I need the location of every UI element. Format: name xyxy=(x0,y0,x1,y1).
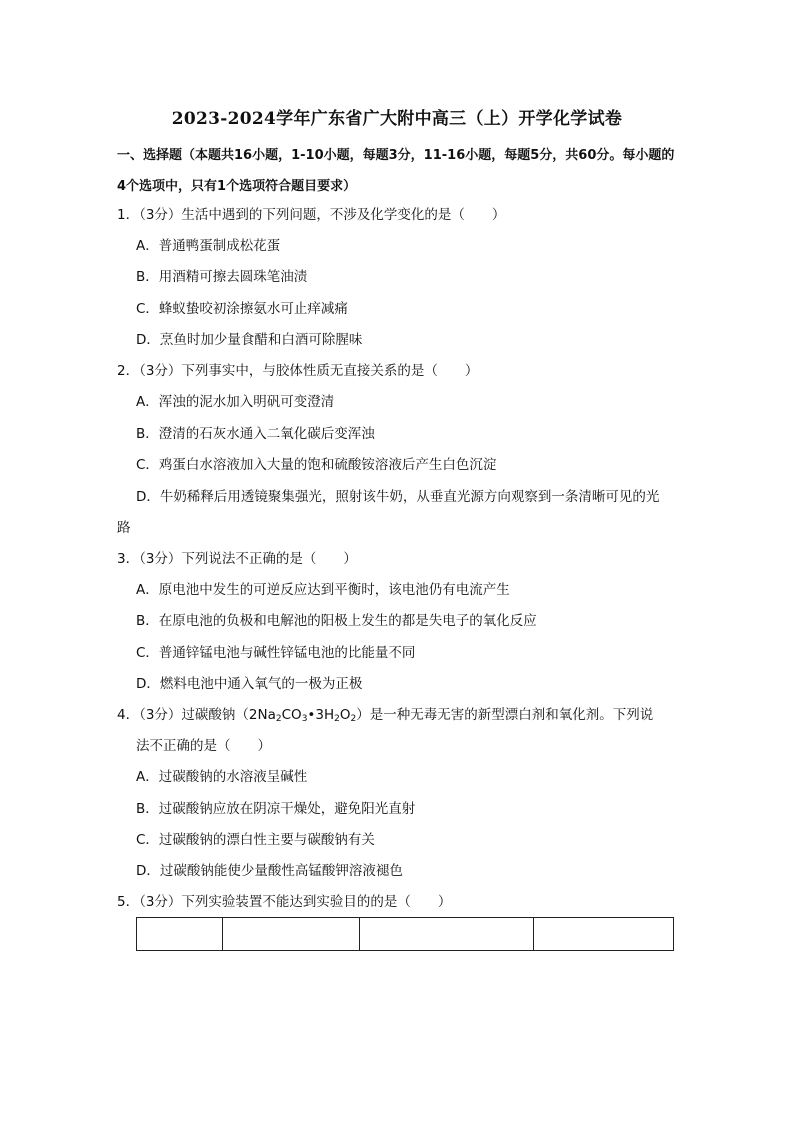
question-4-option-b: B．过碳酸钠应放在阴凉干燥处，避免阳光直射 xyxy=(136,801,416,817)
formula-subscript: 2 xyxy=(350,714,357,724)
question-4-option-c: C．过碳酸钠的漂白性主要与碳酸钠有关 xyxy=(136,832,375,848)
question-4-stem-suffix: ）是一种无毒无害的新型漂白剂和氧化剂。下列说 xyxy=(356,707,654,723)
question-4-option-d: D．过碳酸钠能使少量酸性高锰酸钾溶液褪色 xyxy=(136,863,403,879)
question-2-option-c: C．鸡蛋白水溶液加入大量的饱和硫酸铵溶液后产生白色沉淀 xyxy=(136,457,497,473)
exam-title: 2023-2024学年广东省广大附中高三（上）开学化学试卷 xyxy=(171,109,623,129)
formula-part: CO xyxy=(281,707,302,723)
question-3-option-d: D．燃料电池中通入氧气的一极为正极 xyxy=(136,676,363,692)
formula-subscript: 3 xyxy=(301,714,308,724)
question-1-option-d: D．烹鱼时加少量食醋和白酒可除腥味 xyxy=(136,332,363,348)
table-cell xyxy=(360,918,534,950)
question-1-option-b: B．用酒精可擦去圆珠笔油渍 xyxy=(136,269,308,285)
question-2-option-b: B．澄清的石灰水通入二氧化碳后变浑浊 xyxy=(136,426,375,442)
question-1-option-c: C．蜂蚁蛰咬初涂擦氨水可止痒减痛 xyxy=(136,301,348,317)
question-3-option-b: B．在原电池的负极和电解池的阳极上发生的都是失电子的氧化反应 xyxy=(136,613,537,629)
question-4-stem-continuation: 法不正确的是（ ） xyxy=(136,738,271,754)
question-2-option-d: D．牛奶稀释后用透镜聚集强光，照射该牛奶，从垂直光源方向观察到一条清晰可见的光 xyxy=(136,489,660,505)
formula-subscript: 2 xyxy=(334,714,340,724)
question-2-option-a: A．浑浊的泥水加入明矾可变澄清 xyxy=(136,394,335,410)
question-3-stem: 3．（3分）下列说法不正确的是（ ） xyxy=(117,551,357,567)
question-1-option-a: A．普通鸭蛋制成松花蛋 xyxy=(136,238,281,254)
formula-subscript: 2 xyxy=(275,714,282,724)
question-5-stem: 5．（3分）下列实验装置不能达到实验目的的是（ ） xyxy=(117,894,452,910)
table-cell xyxy=(137,918,223,950)
question-3-option-c: C．普通锌锰电池与碱性锌锰电池的比能量不同 xyxy=(136,645,416,661)
formula-part: O xyxy=(339,707,351,723)
section-heading: 一、选择题（本题共16小题，1-10小题，每题3分，11-16小题，每题5分，共60分。每小题的4个选项中，只有1个选项符合题目要求） xyxy=(117,148,675,194)
question-1-stem: 1．（3分）生活中遇到的下列问题，不涉及化学变化的是（ ） xyxy=(117,207,506,223)
question-3-option-a: A．原电池中发生的可逆反应达到平衡时，该电池仍有电流产生 xyxy=(136,582,510,598)
question-4-stem-prefix: 4．（3分）过碳酸钠（2Na xyxy=(117,707,276,723)
formula-part: •3H xyxy=(307,707,335,723)
question-2-stem: 2．（3分）下列事实中，与胶体性质无直接关系的是（ ） xyxy=(117,363,479,379)
table-cell xyxy=(534,918,673,950)
question-4-stem xyxy=(117,706,653,724)
table-cell xyxy=(223,918,360,950)
question-4-option-a: A．过碳酸钠的水溶液呈碱性 xyxy=(136,769,308,785)
apparatus-table xyxy=(136,917,674,951)
question-2-option-d-continuation: 路 xyxy=(117,520,131,536)
